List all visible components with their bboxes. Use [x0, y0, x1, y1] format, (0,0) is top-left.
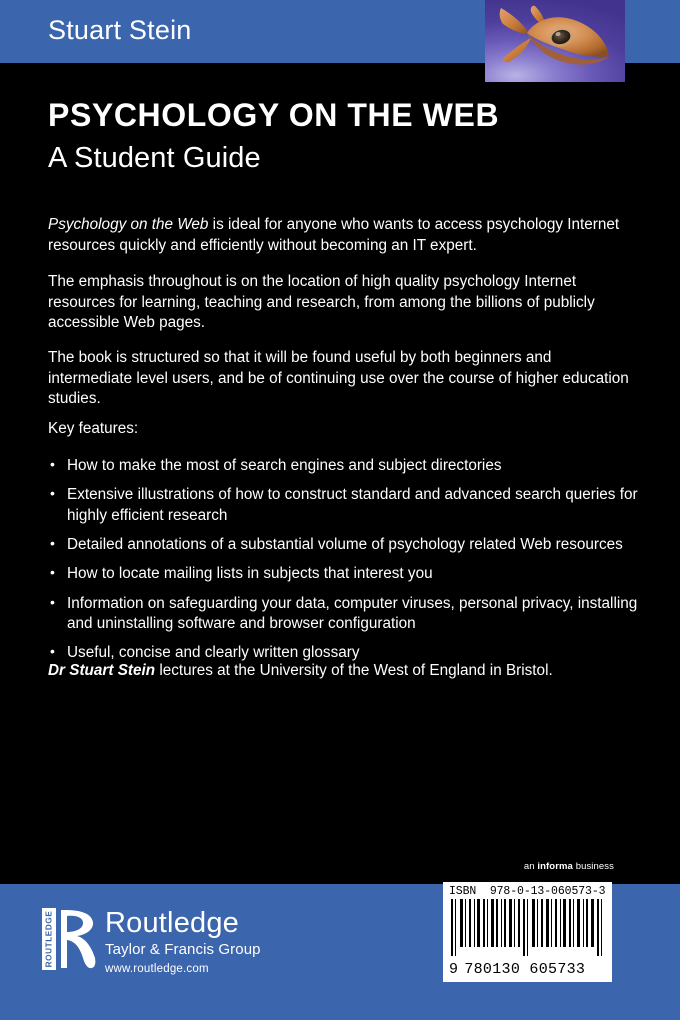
isbn-number: 978-0-13-060573-3 [489, 885, 606, 898]
cover-author-name: Stuart Stein [48, 15, 192, 45]
blurb-paragraph-1 [48, 215, 636, 256]
informa-prefix: an [523, 861, 538, 872]
list-item: • How to make the most of search engines and subject directories [48, 456, 640, 476]
author-credit-name: Dr Stuart Stein [48, 662, 156, 679]
blurb-paragraph-2: The emphasis throughout is on the location of high quality psychology Internet resources for learning, teaching and research, from among the billions of publicly accessible Web pages. [48, 273, 595, 332]
key-features-list [48, 456, 640, 673]
fish-logo-icon [485, 0, 625, 82]
routledge-wordmark [105, 908, 261, 977]
informa-brand: informa [537, 861, 573, 872]
blurb-paragraph-3: The book is structured so that it will be found useful by both beginners and intermediate level users, and be of continuing use over the course of higher education studies. [48, 349, 629, 408]
list-item: • Useful, concise and clearly written glossary [48, 643, 640, 663]
routledge-r-glyph [61, 908, 97, 970]
isbn-barcode [443, 882, 612, 982]
page-title: PSYCHOLOGY ON THE WEB [48, 97, 500, 133]
author-credit [48, 661, 553, 682]
informa-business-line [524, 861, 614, 872]
isbn-text [449, 885, 606, 898]
barcode-main-digits: 780130 605733 [464, 961, 586, 979]
routledge-r-mark-icon [61, 908, 97, 970]
routledge-vertical-bar [42, 908, 56, 970]
informa-suffix: business [572, 861, 614, 872]
blurb-paragraph-1-rest: is ideal for anyone who wants to access psychology Internet resources quickly and efficiently without becoming an IT expert. [48, 216, 620, 254]
list-item: • Information on safeguarding your data, computer viruses, personal privacy, installing and uninstalling software and browser configuration [48, 594, 640, 635]
publisher-name: Routledge [105, 907, 240, 939]
publisher-logo [42, 908, 261, 980]
routledge-vertical-label: ROUTLEDGE [44, 910, 54, 968]
key-features-heading: Key features: [48, 420, 139, 437]
publisher-group: Taylor & Francis Group [105, 941, 261, 958]
ean13-barcode-icon [449, 899, 606, 956]
barcode-lead-digit: 9 [449, 961, 459, 979]
page-subtitle: A Student Guide [48, 142, 261, 174]
book-title-italic: Psychology on the Web [48, 216, 209, 233]
isbn-label: ISBN [449, 885, 477, 898]
publisher-url: www.routledge.com [105, 962, 209, 975]
author-credit-rest: lectures at the University of the West of England in Bristol. [155, 662, 553, 679]
fish-logo-graphic [485, 0, 625, 82]
list-item: • How to locate mailing lists in subjects that interest you [48, 564, 640, 584]
list-item: • Extensive illustrations of how to construct standard and advanced search queries for highly efficient research [48, 485, 640, 526]
barcode-digits [449, 962, 606, 977]
list-item: • Detailed annotations of a substantial volume of psychology related Web resources [48, 535, 640, 555]
